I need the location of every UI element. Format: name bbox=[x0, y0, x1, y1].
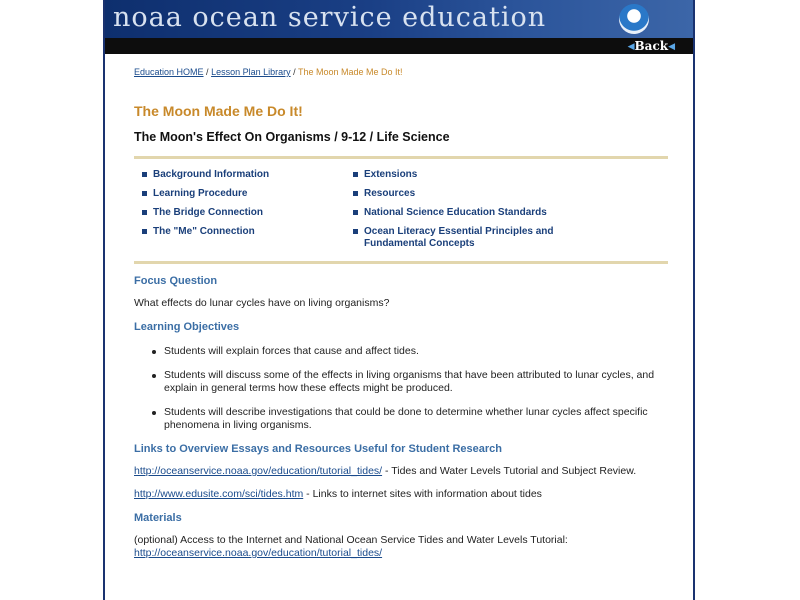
breadcrumb-separator: / bbox=[293, 67, 296, 77]
noaa-logo-icon[interactable] bbox=[619, 4, 649, 34]
nav-item-standards[interactable] bbox=[353, 207, 573, 219]
nav-item-learning-procedure[interactable] bbox=[142, 188, 353, 200]
section-nav bbox=[142, 169, 668, 257]
links-heading: Links to Overview Essays and Resources Useful for Student Research bbox=[134, 443, 503, 455]
nav-link[interactable]: Extensions bbox=[364, 169, 418, 180]
nav-item-background[interactable] bbox=[142, 169, 353, 181]
focus-text: What effects do lunar cycles have on living organisms? bbox=[134, 297, 390, 309]
list-item: Students will describe investigations that could be done to determine whether lunar cycles affect specific phenomena in living organisms. bbox=[150, 406, 668, 432]
materials-text bbox=[134, 534, 668, 560]
objectives-heading: Learning Objectives bbox=[134, 321, 240, 333]
back-left-arrow-icon: ◀ bbox=[627, 42, 635, 52]
page-frame bbox=[103, 0, 695, 600]
materials-heading: Materials bbox=[134, 512, 182, 524]
materials-tides-link[interactable]: http://oceanservice.noaa.gov/education/tutorial_tides/ bbox=[134, 547, 383, 559]
nav-link[interactable]: Learning Procedure bbox=[153, 188, 248, 199]
list-item: Students will discuss some of the effects in living organisms that have been attributed to lunar cycles, and explain in general terms how these effects might be produced. bbox=[150, 369, 668, 395]
breadcrumb-current: The Moon Made Me Do It! bbox=[298, 67, 403, 77]
section-nav-col2 bbox=[353, 169, 573, 257]
materials-description: (optional) Access to the Internet and National Ocean Service Tides and Water Levels Tutorial: bbox=[134, 534, 568, 546]
nav-bar bbox=[105, 38, 693, 54]
divider-bottom bbox=[134, 261, 668, 264]
nav-link[interactable]: National Science Education Standards bbox=[364, 207, 547, 218]
link-row bbox=[134, 465, 668, 478]
link-description: - Tides and Water Levels Tutorial and Subject Review. bbox=[382, 465, 637, 477]
page-title: The Moon Made Me Do It! bbox=[134, 103, 303, 119]
nav-item-ocean-literacy[interactable] bbox=[353, 226, 573, 250]
nav-link[interactable]: The "Me" Connection bbox=[153, 226, 255, 237]
breadcrumb-home-link[interactable]: Education HOME bbox=[134, 67, 204, 77]
section-nav-col1 bbox=[142, 169, 353, 257]
site-title: noaa ocean service education bbox=[113, 2, 547, 33]
breadcrumb-library-link[interactable]: Lesson Plan Library bbox=[211, 67, 291, 77]
nav-link[interactable]: Resources bbox=[364, 188, 416, 199]
back-button[interactable] bbox=[628, 38, 675, 54]
main-content bbox=[134, 67, 668, 560]
breadcrumb bbox=[134, 67, 668, 77]
nav-item-resources[interactable] bbox=[353, 188, 573, 200]
divider-top bbox=[134, 156, 668, 159]
nav-link[interactable]: Ocean Literacy Essential Principles and Fundamental Concepts bbox=[364, 226, 554, 249]
header-banner bbox=[105, 0, 693, 38]
nav-link[interactable]: The Bridge Connection bbox=[153, 207, 263, 218]
nav-link[interactable]: Background Information bbox=[153, 169, 270, 180]
nav-item-extensions[interactable] bbox=[353, 169, 573, 181]
list-item: Students will explain forces that cause and affect tides. bbox=[150, 345, 668, 358]
breadcrumb-separator: / bbox=[206, 67, 209, 77]
page-subtitle: The Moon's Effect On Organisms / 9-12 / Life Science bbox=[134, 130, 450, 144]
link-description: - Links to internet sites with information about tides bbox=[303, 488, 542, 500]
nav-item-bridge-connection[interactable] bbox=[142, 207, 353, 219]
edusite-link[interactable]: http://www.edusite.com/sci/tides.htm bbox=[134, 488, 304, 500]
link-row bbox=[134, 488, 668, 501]
focus-heading: Focus Question bbox=[134, 275, 218, 287]
back-right-arrow-icon: ◀ bbox=[668, 42, 675, 52]
nav-item-me-connection[interactable] bbox=[142, 226, 353, 238]
tides-tutorial-link[interactable]: http://oceanservice.noaa.gov/education/tutorial_tides/ bbox=[134, 465, 383, 477]
objectives-list bbox=[134, 345, 668, 432]
back-label: Back bbox=[634, 39, 669, 53]
